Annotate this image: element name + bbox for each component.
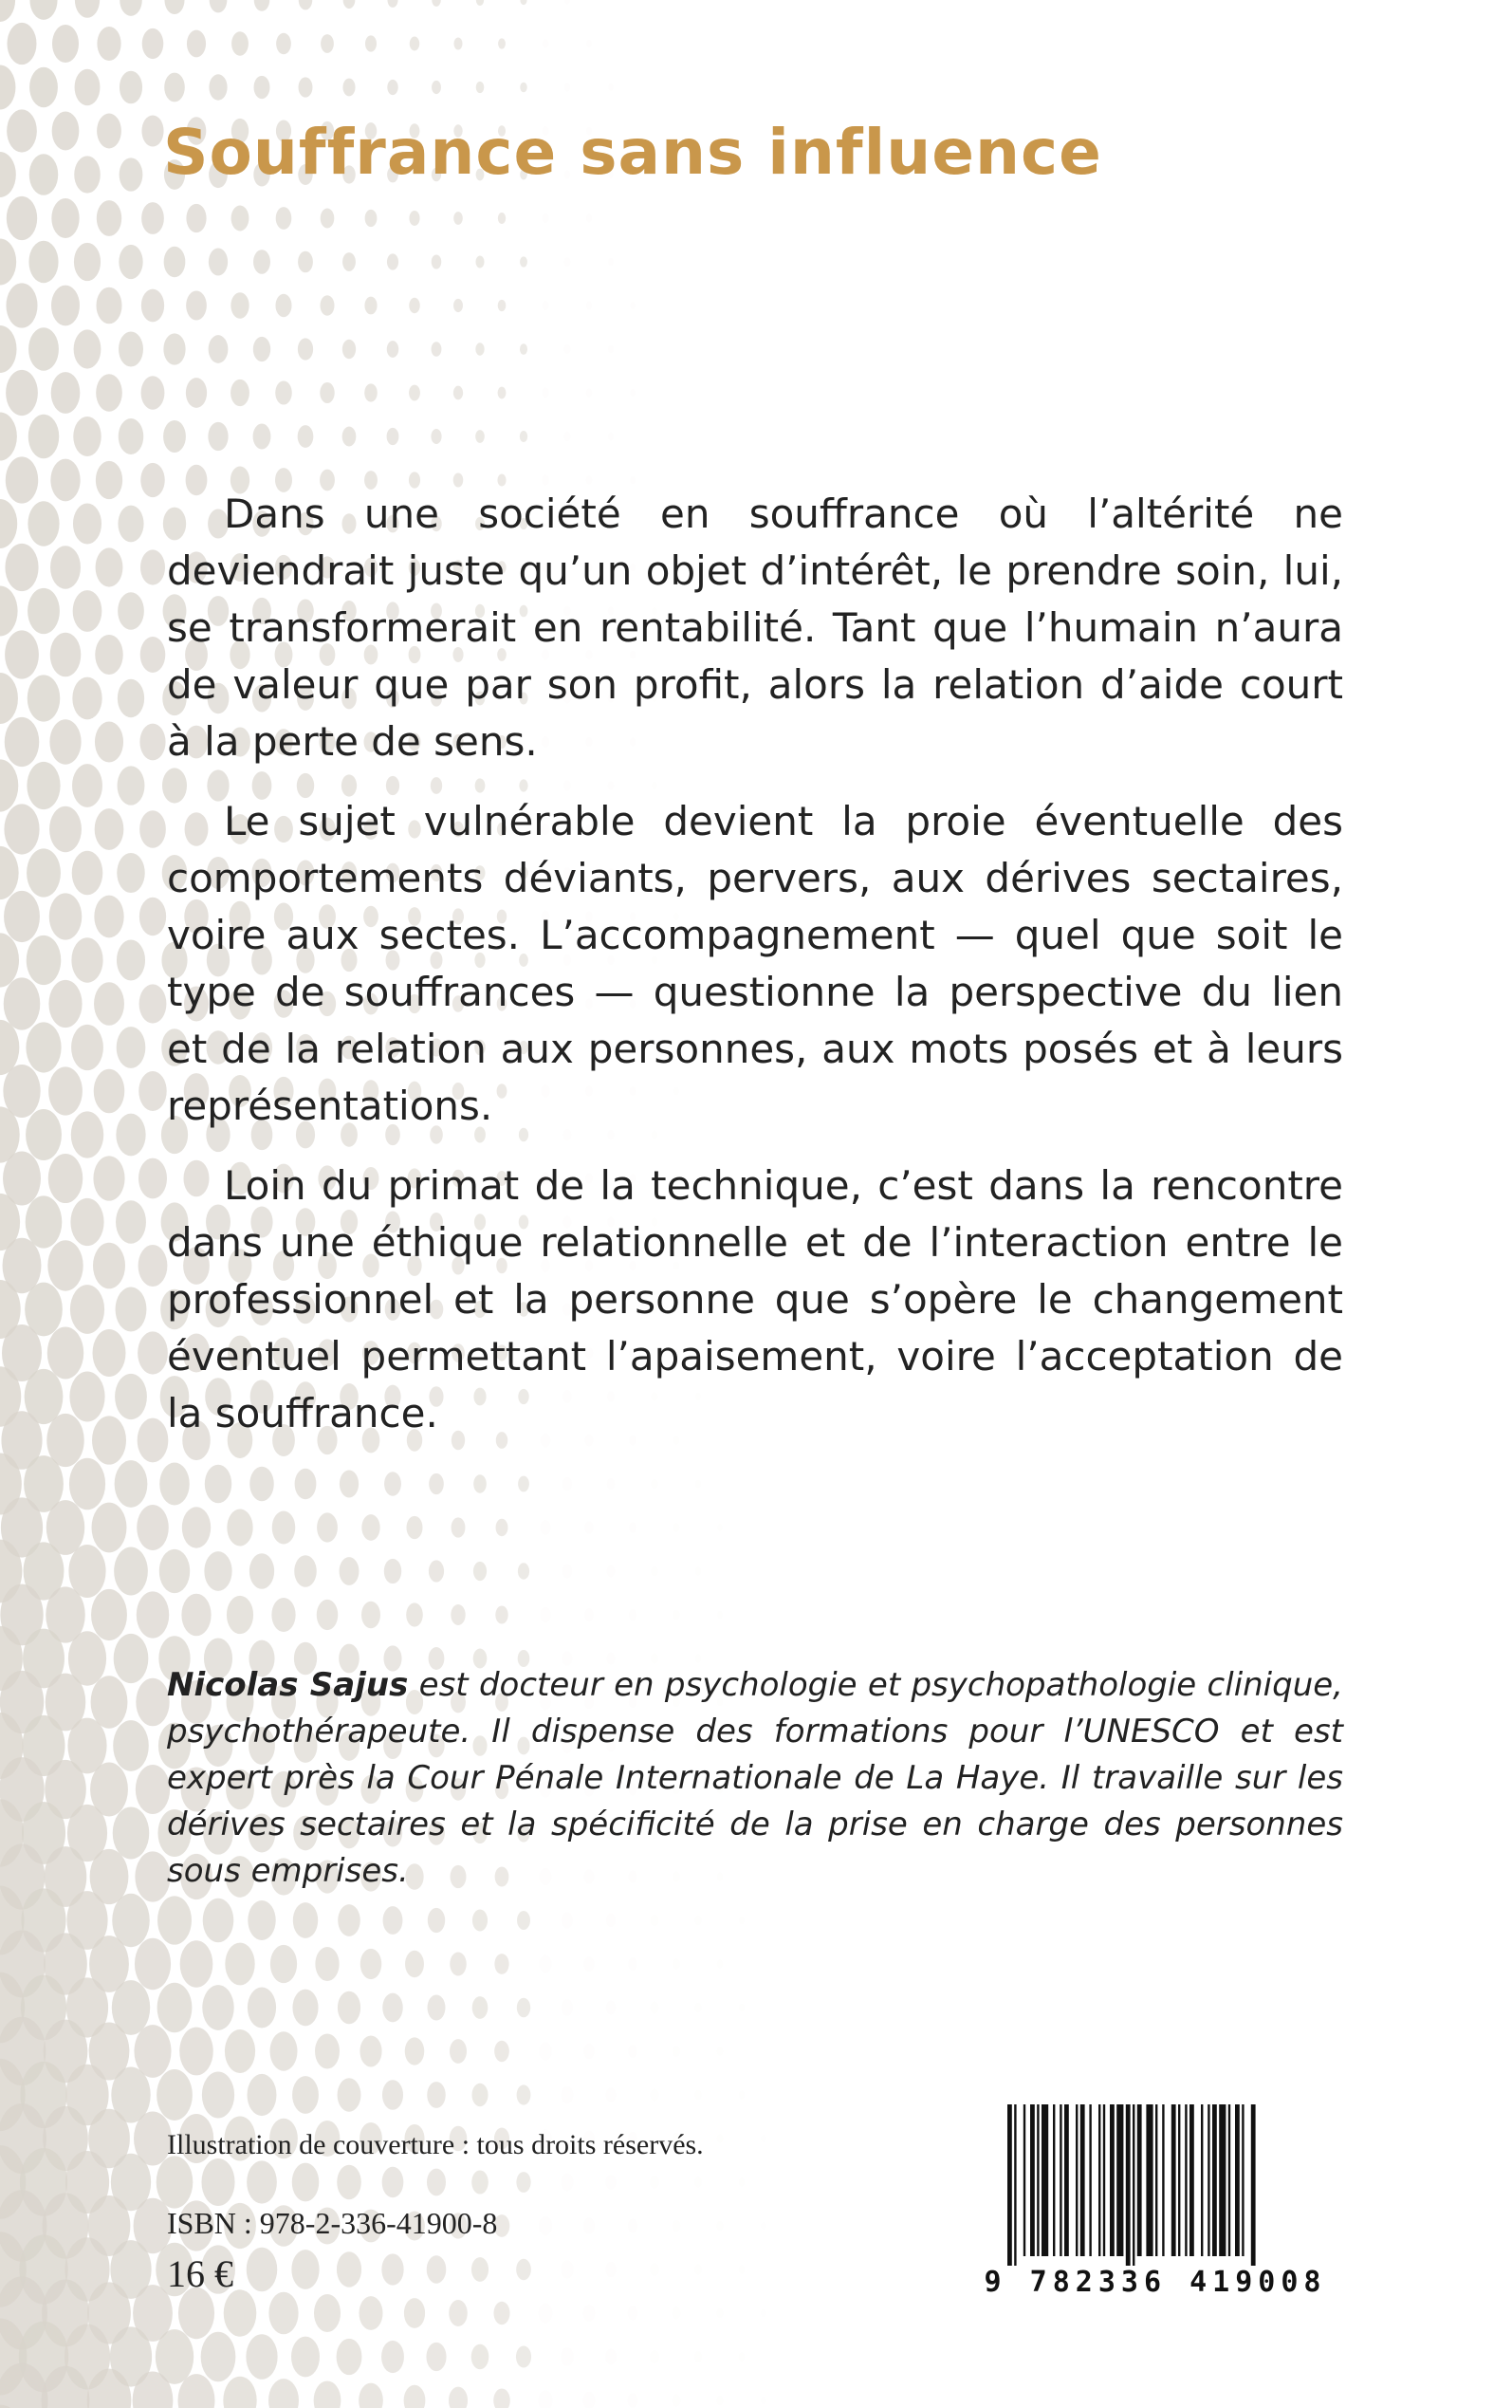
barcode-bar	[1116, 2104, 1123, 2256]
barcode-bar	[1242, 2104, 1244, 2256]
barcode-bar	[1080, 2104, 1085, 2256]
barcode-bar	[1235, 2104, 1240, 2256]
barcode-bar	[1037, 2104, 1039, 2256]
barcode-digits: 9 782336 419008	[984, 2266, 1327, 2299]
barcode-bar	[1133, 2104, 1134, 2266]
barcode-bar	[1042, 2104, 1048, 2256]
barcode-bar	[1089, 2104, 1091, 2256]
barcode-bar	[1007, 2104, 1012, 2266]
barcode-bar	[1030, 2104, 1035, 2256]
blurb-paragraph-1: Dans une société en souffrance où l’altérité ne deviendrait juste qu’un objet d’intérêt, le prendre soin, lui, se transformerait en rentabilité. Tant que l’humain n’aura de valeur que par son profit, alors la relation d’aide court à la perte de sens.	[167, 491, 1343, 765]
barcode-bar	[1076, 2104, 1078, 2256]
barcode-bar	[1137, 2104, 1142, 2256]
barcode-bar	[1064, 2104, 1069, 2256]
barcode-bar	[1189, 2104, 1194, 2256]
barcode-bar	[1185, 2104, 1187, 2256]
price: 16 €	[167, 2252, 233, 2295]
barcode-bar	[1178, 2104, 1180, 2256]
barcode-bar	[1103, 2104, 1105, 2256]
barcode-bar	[1162, 2104, 1164, 2256]
barcode-bar	[1053, 2104, 1055, 2256]
barcode-bar	[1014, 2104, 1016, 2266]
barcode-bar	[1060, 2104, 1061, 2256]
barcode-bar	[1228, 2104, 1230, 2256]
barcode-bar	[1208, 2104, 1209, 2256]
barcode-bar	[1126, 2104, 1131, 2266]
barcode-bar	[1110, 2104, 1115, 2256]
book-title: Souffrance sans influence	[163, 116, 1102, 189]
barcode-bar	[1251, 2104, 1256, 2266]
barcode-bar	[1023, 2104, 1025, 2256]
blurb-paragraph-3: Loin du primat de la technique, c’est dans la rencontre dans une éthique relationnelle et de l’interaction entre le professionnel et la personne que s’opère le changement éventuel permettant l’apaisement, voire l’acceptation de la souffrance.	[167, 1162, 1343, 1436]
barcode-bar	[1146, 2104, 1152, 2256]
barcode-bar	[1212, 2104, 1217, 2256]
barcode-bar	[1171, 2104, 1176, 2256]
blurb-paragraph-2: Le sujet vulnérable devient la proie éventuelle des comportements déviants, pervers, aux dérives sectaires, voire aux sectes. L’accompagnement — quel que soit le type de souffrances — questionne la perspective du lien et de la relation aux personnes, aux mots posés et à leurs représentations.	[167, 798, 1343, 1129]
author-bio	[167, 1662, 1343, 1895]
barcode-bars	[1004, 2104, 1307, 2266]
barcode-bar	[1219, 2104, 1226, 2256]
barcode	[979, 2091, 1332, 2300]
illustration-credit: Illustration de couverture : tous droits réservés.	[167, 2129, 704, 2160]
barcode-bar	[1098, 2104, 1100, 2256]
blurb	[167, 486, 1343, 1465]
barcode-bar	[1201, 2104, 1203, 2256]
barcode-bar	[1155, 2104, 1157, 2256]
author-name: Nicolas Sajus	[167, 1666, 409, 1704]
isbn: ISBN : 978-2-336-41900-8	[167, 2206, 498, 2240]
author-bio-text: est docteur en psychologie et psychopathologie clinique, psychothérapeute. Il dispense des formations pour l’UNESCO et est expert près la Cour Pénale Internationale de La Haye. Il travaille sur les dérives sectaires et la spécificité de la prise en charge des personnes sous emprises.	[167, 1666, 1343, 1890]
